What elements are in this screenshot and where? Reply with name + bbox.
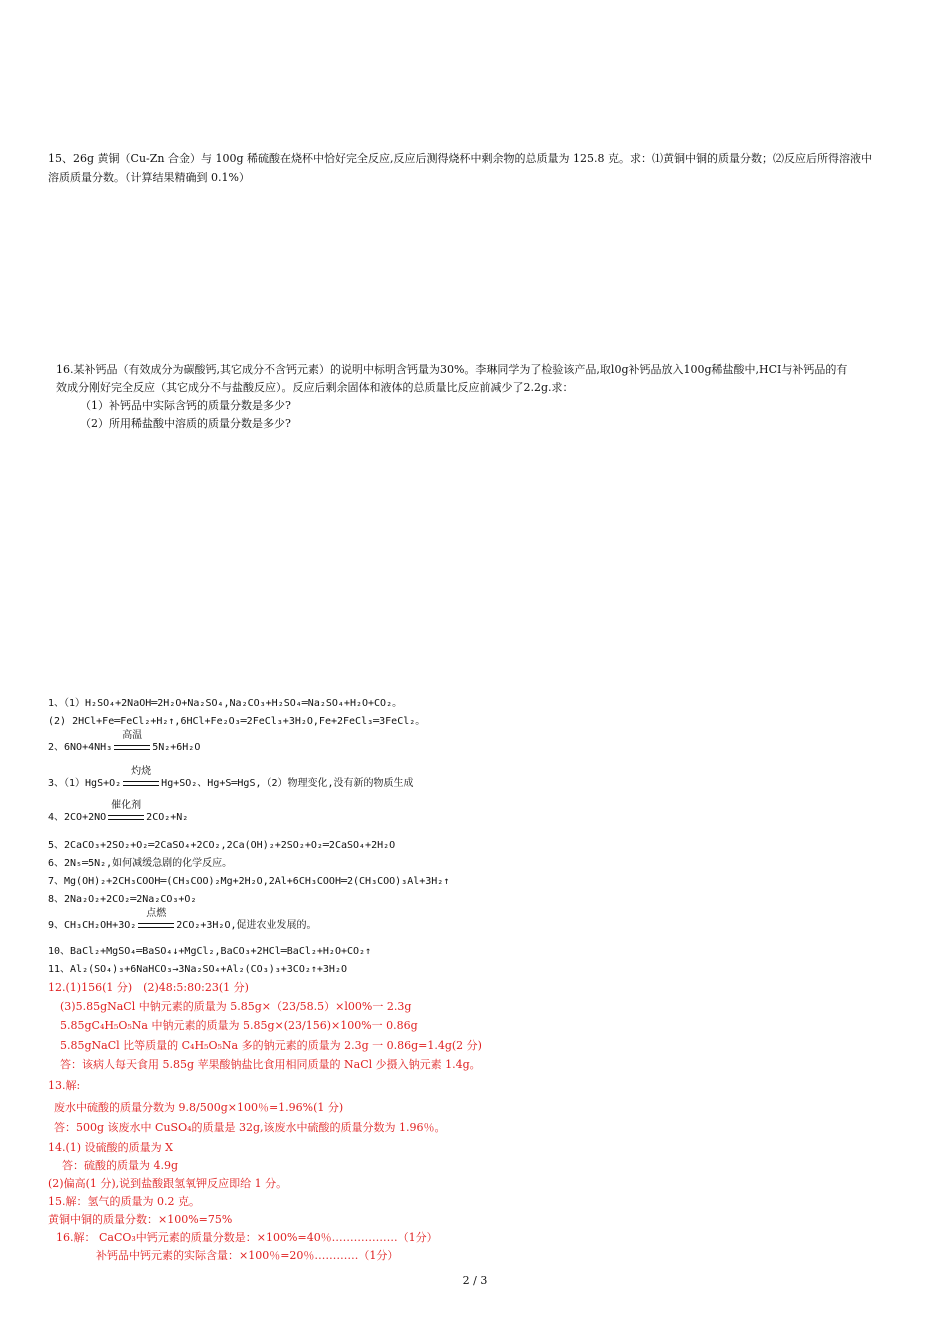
- answer-2: [48, 730, 201, 756]
- answer-1b: (2) 2HCl+Fe═FeCl₂+H₂↑,6HCl+Fe₂O₃═2FeCl₃+3H₂O,Fe+2FeCl₃═3FeCl₂。: [48, 716, 426, 727]
- answer-2-products: 5N₂+6H₂O: [152, 742, 201, 753]
- answer-9-reactants: 9、CH₃CH₂OH+3O₂: [48, 920, 137, 931]
- answer-3: [48, 766, 414, 792]
- condition-label: 高温: [122, 730, 143, 741]
- answer-15-line1: 15.解：氢气的质量为 0.2 克。: [48, 1195, 200, 1208]
- answer-13-line1: 13.解:: [48, 1079, 81, 1092]
- condition-label: 灼烧: [131, 766, 152, 777]
- q16-subquestion-2: （2）所用稀盐酸中溶质的质量分数是多少?: [80, 417, 291, 430]
- reaction-condition-arrow: [108, 800, 144, 826]
- answer-2-reactants: 2、6NO+4NH₃: [48, 742, 113, 753]
- answer-1: 1、（1）H₂SO₄+2NaOH═2H₂O+Na₂SO₄,Na₂CO₃+H₂SO₄═Na₂SO₄+H₂O+CO₂。: [48, 698, 403, 709]
- answer-16-line1: 16.解： CaCO₃中钙元素的质量分数是：×100%=40％………………（1分）: [56, 1231, 438, 1244]
- answer-16-line2: 补钙品中钙元素的实际含量：×100％=20％…………（1分）: [96, 1249, 399, 1262]
- reaction-condition-arrow: [123, 766, 159, 792]
- answer-9-products: 2CO₂+3H₂O,促进农业发展的。: [176, 920, 317, 931]
- reaction-condition-arrow: [114, 730, 150, 756]
- answer-10: 10、BaCl₂+MgSO₄═BaSO₄↓+MgCl₂,BaCO₃+2HCl═BaCl₂+H₂O+CO₂↑: [48, 946, 372, 957]
- condition-label: 点燃: [146, 908, 167, 919]
- answer-4-products: 2CO₂+N₂: [146, 812, 189, 823]
- answer-3-reactants: 3、（1）HgS+O₂: [48, 778, 122, 789]
- reaction-condition-arrow: [138, 908, 174, 934]
- answer-7: 7、Mg(OH)₂+2CH₃COOH═(CH₃COO)₂Mg+2H₂O,2Al+6CH₃COOH═2(CH₃COO)₃Al+3H₂↑: [48, 876, 450, 887]
- answer-4-reactants: 4、2CO+2NO: [48, 812, 107, 823]
- q15-text-line1: 15、26g 黄铜（Cu-Zn 合金）与 100g 稀硫酸在烧杯中恰好完全反应,反应后测得烧杯中剩余物的总质量为 125.8 克。求：⑴黄铜中铜的质量分数；⑵反应后所得溶液中: [48, 152, 872, 165]
- answer-14-line3: (2)偏高(1 分),说到盐酸跟氢氧钾反应即给 1 分。: [48, 1177, 288, 1190]
- q16-subquestion-1: （1）补钙品中实际含钙的质量分数是多少?: [80, 399, 291, 412]
- answer-12-line5: 答：该病人每天食用 5.85g 苹果酸钠盐比食用相同质量的 NaCl 少摄入钠元素 1.4g。: [60, 1058, 481, 1071]
- answer-14-line2: 答：硫酸的质量为 4.9g: [62, 1159, 179, 1172]
- page-number: 2 / 3: [462, 1274, 488, 1287]
- answer-15-line2: 黄铜中铜的质量分数：×100%=75%: [48, 1213, 233, 1226]
- answer-8: 8、2Na₂O₂+2CO₂═2Na₂CO₃+O₂: [48, 894, 197, 905]
- answer-14-line1: 14.(1) 设硫酸的质量为 X: [48, 1141, 173, 1154]
- condition-label: 催化剂: [111, 800, 142, 811]
- answer-5: 5、2CaCO₃+2SO₂+O₂═2CaSO₄+2CO₂,2Ca(OH)₂+2SO₂+O₂═2CaSO₄+2H₂O: [48, 840, 396, 851]
- q16-text-line1: 16.某补钙品（有效成分为碳酸钙,其它成分不含钙元素）的说明中标明含钙量为30%。李琳同学为了检验该产品,取l0g补钙品放入100g稀盐酸中,HCI与补钙品的有: [56, 363, 848, 376]
- answer-12-line4: 5.85gNaCl 比等质量的 C₄H₅O₅Na 多的钠元素的质量为 2.3g 一 0.86g=1.4g(2 分): [60, 1039, 482, 1052]
- answer-13-line2: 废水中硫酸的质量分数为 9.8/500g×100％=1.96%(1 分): [54, 1101, 344, 1114]
- answer-9: [48, 908, 317, 934]
- answer-12-line1: 12.(1)156(1 分) (2)48:5:80:23(1 分): [48, 981, 249, 994]
- answer-3-products: Hg+SO₂、Hg+S═HgS,（2）物理变化,没有新的物质生成: [161, 778, 414, 789]
- answer-13-line3: 答：500g 该废水中 CuSO₄的质量是 32g,该废水中硫酸的质量分数为 1.96％。: [54, 1121, 446, 1134]
- answer-4: [48, 800, 189, 826]
- q15-text-line2: 溶质质量分数。（计算结果精确到 0.1%）: [48, 171, 250, 184]
- answer-12-line2: (3)5.85gNaCl 中钠元素的质量为 5.85g×（23/58.5）×l00%一 2.3g: [60, 1000, 412, 1013]
- answer-11: 11、Al₂(SO₄)₃+6NaHCO₃→3Na₂SO₄+Al₂(CO₃)₃+3CO₂↑+3H₂O: [48, 964, 347, 975]
- answer-12-line3: 5.85gC₄H₅O₅Na 中钠元素的质量为 5.85g×(23/156)×100%一 0.86g: [60, 1019, 418, 1032]
- answer-6: 6、2N₅═5N₂,如何减缓急剧的化学反应。: [48, 858, 233, 869]
- q16-text-line2: 效成分刚好完全反应（其它成分不与盐酸反应）。反应后剩余固体和液体的总质量比反应前减少了2.2g.求：: [56, 381, 574, 394]
